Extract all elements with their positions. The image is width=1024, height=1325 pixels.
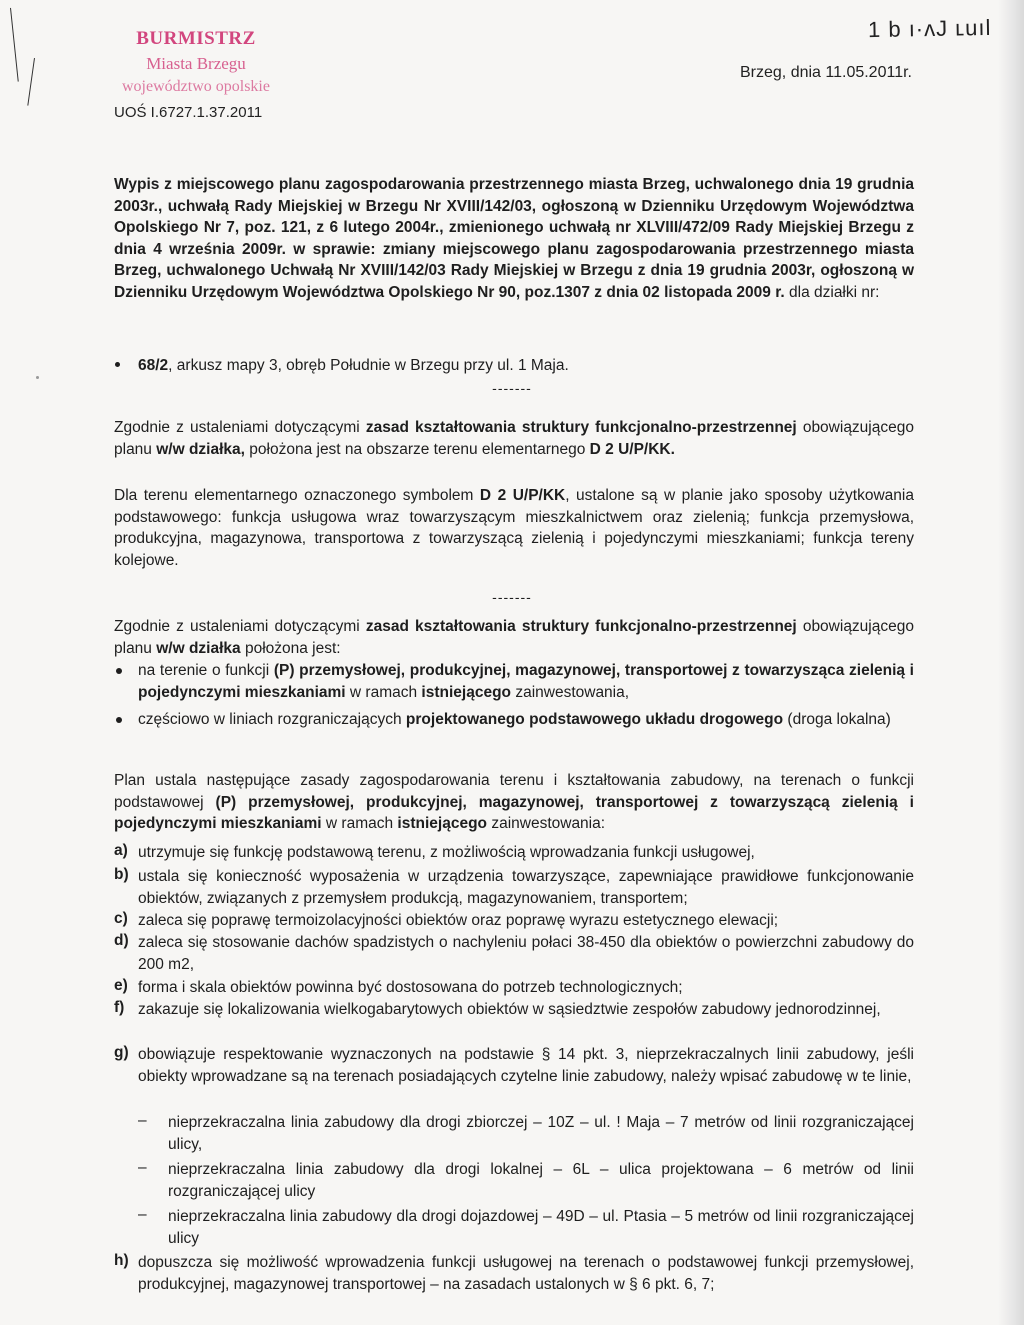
text-run-bold: zasad kształtowania struktury funkcjonalno-przestrzennej — [365, 618, 797, 635]
scan-speck — [36, 376, 39, 379]
mayor-stamp — [96, 26, 296, 98]
terrain-symbol: D 2 U/P/KK. — [589, 440, 675, 458]
text-run: zainwestowania, — [511, 683, 630, 701]
item-c: zaleca się poprawę termoizolacyjności obiektów oraz poprawę wyrazu estetycznego elewacji; — [138, 912, 779, 929]
document-heading — [114, 174, 914, 303]
dash-marker: – — [138, 1159, 147, 1176]
item-a: utrzymuje się funkcję podstawową terenu, z możliwością wprowadzania funkcji usługowej, — [138, 844, 755, 861]
building-line-2: nieprzekraczalna linia zabudowy dla drogi lokalnej – 6L – ulica projektowana – 6 metrów od linii rozgraniczającej ulicy — [168, 1161, 914, 1200]
text-run: w ramach — [345, 683, 422, 701]
separator: ------- — [492, 380, 532, 396]
section-rules-intro — [114, 770, 914, 835]
text-run: Zgodnie z ustaleniami dotyczącymi — [114, 419, 366, 436]
pen-mark — [10, 8, 19, 82]
text-run: Plan ustala następujące zasady zagospodarowania terenu i kształtowania zabudowy, na terenach o funkcji podstawowej — [114, 772, 914, 811]
terrain-symbol: D 2 U/P/KK — [479, 487, 566, 504]
item-e: forma i skala obiektów powinna być dostosowana do potrzeb technologicznych; — [138, 979, 683, 996]
bullet — [116, 668, 122, 674]
parcel-number: 68/2 — [138, 357, 169, 374]
text-run-bold: projektowanego podstawowego układu drogowego — [405, 711, 784, 728]
text-run: Dla terenu elementarnego oznaczonego symbolem — [114, 487, 480, 504]
item-label-b: b) — [114, 866, 129, 883]
text-run: w ramach — [321, 815, 398, 832]
place-date: Brzeg, dnia 11.05.2011r. — [740, 64, 912, 81]
section-structure-2 — [114, 616, 914, 659]
text-run: obowiązującego planu — [114, 618, 914, 657]
item-label-a: a) — [114, 842, 128, 859]
separator: ------- — [492, 589, 532, 605]
location-bullet-2 — [138, 709, 914, 731]
pen-mark — [27, 58, 35, 106]
item-label-f: f) — [114, 999, 125, 1016]
item-g: obowiązuje respektowanie wyznaczonych na podstawie § 14 pkt. 3, nieprzekraczalnych linii zabudowy, jeśli obiekty wprowadzane są na terenach posiadających czytelne linie zabudowy, należy wpisać zabudowę w te linie, — [138, 1046, 914, 1085]
dash-marker: – — [138, 1112, 147, 1129]
text-run: położona jest na obszarze terenu elementarnego — [244, 440, 590, 458]
text-run-bold: zasad kształtowania struktury funkcjonalno-przestrzennej — [365, 419, 797, 436]
item-label-h: h) — [114, 1252, 129, 1269]
text-run-bold: w/w działka, — [156, 440, 245, 458]
reference-number: UOŚ I.6727.1.37.2011 — [114, 104, 263, 121]
location-bullet-1 — [138, 660, 914, 703]
scan-edge — [998, 0, 1024, 1325]
text-run: na terenie o funkcji — [138, 662, 274, 679]
text-run-bold: istniejącego — [421, 683, 512, 701]
heading-tail: dla działki nr: — [784, 283, 880, 301]
item-label-c: c) — [114, 910, 128, 927]
item-d: zaleca się stosowanie dachów spadzistych o nachyleniu połaci 38-450 dla obiektów o powierzchni zabudowy do 200 m2, — [138, 934, 914, 973]
item-label-g: g) — [114, 1044, 129, 1061]
stamp-line-1: BURMISTRZ — [136, 28, 256, 49]
bullet — [115, 362, 120, 367]
stamp-line-3: województwo opolskie — [122, 78, 270, 95]
bullet — [116, 717, 122, 723]
dash-marker: – — [138, 1206, 147, 1223]
item-h: dopuszcza się możliwość wprowadzenia funkcji usługowej na terenach o podstawowej funkcji przemysłowej, produkcyjnej, magazynowej transportowej – na zasadach ustalonych w § 6 pkt. 6, 7; — [138, 1254, 914, 1293]
text-run: zainwestowania: — [487, 815, 606, 832]
section-structure-1 — [114, 417, 914, 460]
text-run: , ustalone są w planie jako sposoby użytkowania podstawowego: funkcja usługowa wraz towarzyszącym mieszkalnictwem oraz zielenią; funkcja przemysłowa, produkcyjna, magazynowa, transportowa z towarzyszącą zielenią i pojedynczymi mieszkaniami; funkcja tereny kolejowe. — [114, 487, 914, 569]
text-run: Zgodnie z ustaleniami dotyczącymi — [114, 618, 366, 635]
received-date-stamp: 1 b ı·ʌJ ʟuıl — [867, 14, 992, 43]
text-run: częściowo w liniach rozgraniczających — [138, 711, 406, 728]
item-label-e: e) — [114, 977, 128, 994]
text-run: obowiązującego planu — [114, 419, 914, 458]
item-f: zakazuje się lokalizowania wielkogabarytowych obiektów w sąsiedztwie zespołów zabudowy jednorodzinnej, — [138, 1001, 881, 1018]
text-run-bold: (P) przemysłowej, produkcyjnej, magazynowej, transportowej z towarzyszącą zielenią i pojedynczymi mieszkaniami — [114, 793, 914, 832]
parcel-line — [138, 355, 898, 377]
heading-bold: Wypis z miejscowego planu zagospodarowania przestrzennego miasta Brzeg, uchwalonego dnia 19 grudnia 2003r., uchwałą Rady Miejskiej w Brzegu Nr XVIII/142/03, ogłoszoną w Dzienniku Urzędowym Województwa Opolskiego Nr 7, poz. 121, z 6 lutego 2004r., zmienionego uchwałą nr XLVIII/472/09 Rady Miejskiej Brzegu z dnia 4 września 2009r. w sprawie: zmiany miejscowego planu zagospodarowania przestrzennego miasta Brzeg, uchwalonego Uchwałą Nr XVIII/142/03 Rady Miejskiej w Brzegu z dnia 19 grudnia 2003r, ogłoszoną w Dzienniku Urzędowym Województwa Opolskiego Nr 90, poz.1307 z dnia 02 listopada 2009 r. — [114, 176, 914, 301]
section-land-use — [114, 485, 914, 571]
item-label-d: d) — [114, 932, 129, 949]
text-run-bold: istniejącego — [397, 815, 488, 832]
text-run-bold: w/w działka — [156, 639, 241, 657]
text-run: (droga lokalna) — [783, 711, 891, 728]
item-b: ustala się konieczność wyposażenia w urządzenia towarzyszące, zapewniające prawidłowe funkcjonowanie obiektów, związanych z przemysłem produkcją, magazynowaniem, transportem; — [138, 868, 914, 907]
text-run-bold: (P) przemysłowej, produkcyjnej, magazynowej, transportowej z towarzysząca zielenią i pojedynczymi mieszkaniami — [138, 662, 914, 701]
stamp-line-2: Miasta Brzegu — [146, 54, 246, 73]
text-run: położona jest: — [240, 639, 341, 657]
building-line-1: nieprzekraczalna linia zabudowy dla drogi zbiorczej – 10Z – ul. ! Maja – 7 metrów od linii rozgraniczającej ulicy, — [168, 1114, 914, 1153]
building-line-3: nieprzekraczalna linia zabudowy dla drogi dojazdowej – 49D – ul. Ptasia – 5 metrów od linii rozgraniczającej ulicy — [168, 1208, 914, 1247]
parcel-description: , arkusz mapy 3, obręb Południe w Brzegu przy ul. 1 Maja. — [168, 357, 569, 374]
